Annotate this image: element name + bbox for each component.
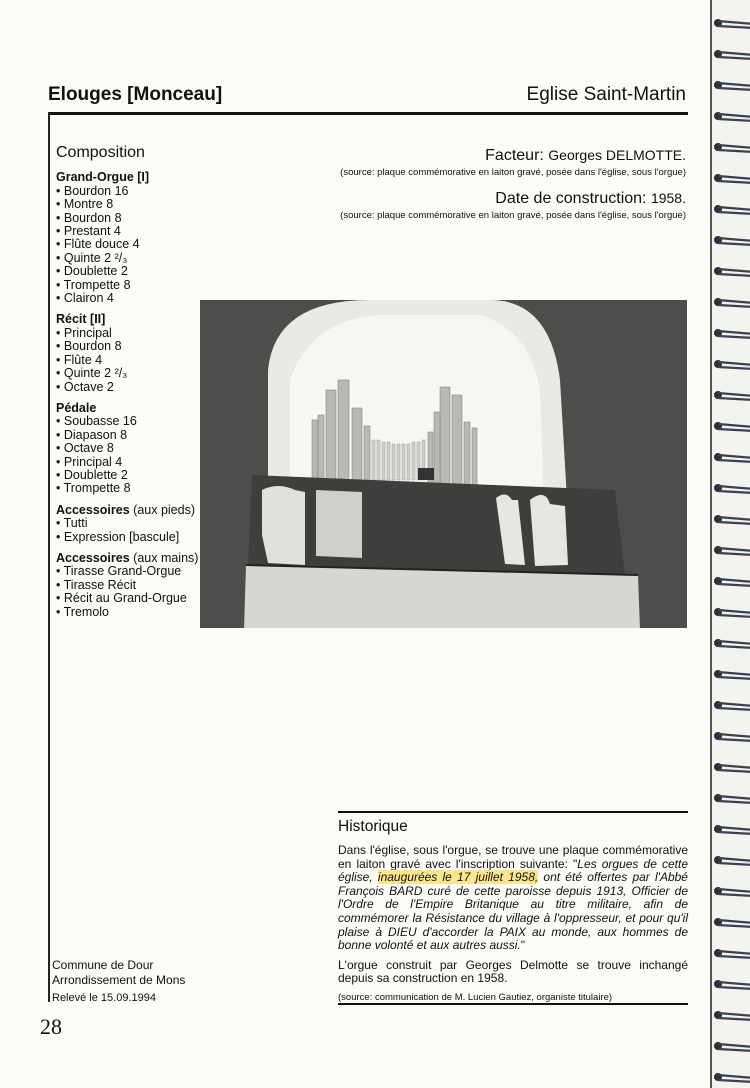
- binding-coil: [714, 266, 750, 278]
- binding-coil: [714, 204, 750, 216]
- binding-coil: [714, 80, 750, 92]
- binding-coil: [714, 700, 750, 712]
- division-subtitle: (aux mains): [133, 550, 199, 565]
- organ-stop: • Expression [bascule]: [56, 531, 216, 544]
- organ-stop: • Bourdon 8: [56, 212, 216, 225]
- organ-photo-illustration: [200, 300, 687, 628]
- organ-stop: • Doublette 2: [56, 469, 216, 482]
- historique-paragraph-2: L'orgue construit par Georges Delmotte se trouve inchangé depuis sa construction en 1958.: [338, 957, 688, 986]
- historique-bottom-rule: [338, 1003, 688, 1005]
- binding-coil: [714, 328, 750, 340]
- binding-coil: [714, 1010, 750, 1022]
- binding-coil: [714, 421, 750, 433]
- division: [56, 402, 216, 496]
- facteur-label: Facteur:: [485, 147, 544, 164]
- division-title: [56, 552, 216, 565]
- binding-coil: [714, 390, 750, 402]
- organ-stop: • Quinte 2 ²/₃: [56, 367, 216, 380]
- arrondissement-name: Arrondissement de Mons: [52, 973, 186, 987]
- composition-title: Composition: [56, 144, 145, 161]
- organ-stop: • Flûte douce 4: [56, 238, 216, 251]
- commune-name: Commune de Dour: [52, 958, 154, 972]
- date-block: [340, 190, 686, 221]
- organ-photo: [200, 300, 687, 628]
- date-source: (source: plaque commémorative en laiton gravé, posée dans l'église, sous l'orgue): [340, 210, 686, 221]
- division-title: [56, 402, 216, 415]
- binding-coil: [714, 111, 750, 123]
- binding-coil: [714, 886, 750, 898]
- organ-stop: • Trompette 8: [56, 279, 216, 292]
- historique-section: [338, 818, 688, 1003]
- division-title: [56, 313, 216, 326]
- binding-coil: [714, 483, 750, 495]
- binding-coil: [714, 762, 750, 774]
- facteur-block: [340, 147, 686, 178]
- binding-coil: [714, 979, 750, 991]
- binding-coil: [714, 948, 750, 960]
- organ-stop: • Doublette 2: [56, 265, 216, 278]
- commune-block: [52, 958, 185, 988]
- division-name: Accessoires: [56, 550, 130, 565]
- organ-stop: • Octave 8: [56, 442, 216, 455]
- page-number: 28: [40, 1014, 62, 1039]
- historique-paragraph-1: [338, 844, 688, 953]
- organ-stop: • Flûte 4: [56, 354, 216, 367]
- binding-coil: [714, 235, 750, 247]
- church-title: Eglise Saint-Martin: [526, 84, 686, 105]
- division-title: [56, 171, 216, 184]
- organ-stop: • Tremolo: [56, 606, 216, 619]
- historique-source: (source: communication de M. Lucien Gautiez, organiste titulaire): [338, 991, 613, 1003]
- location-title: Elouges [Monceau]: [48, 84, 223, 105]
- division: [56, 552, 216, 619]
- facteur-value: Georges DELMOTTE.: [548, 147, 686, 163]
- binding-coil: [714, 173, 750, 185]
- organ-stop: • Prestant 4: [56, 225, 216, 238]
- composition-section: [56, 146, 216, 627]
- organ-stop: • Tutti: [56, 517, 216, 530]
- division-name: Récit [II]: [56, 312, 106, 327]
- survey-date: Relevé le 15.09.1994: [52, 992, 156, 1004]
- organ-stop: • Bourdon 8: [56, 340, 216, 353]
- division-list: [56, 171, 216, 619]
- inscription-quote-start: Les orgues de cette église,: [338, 856, 688, 885]
- inscription-quote-end: ont été offertes par l'Abbé François BARD curé de cette paroisse depuis 1913, Officier de l'Ordre de l'Empire Britanique au titre militaire, afin de commémorer la Résistance du village à l'oppresseur, et pour qu'il plaise à DIEU d'accorder la PAIX au monde, aux hommes de bonne volonté et aux autres aussi.: [338, 870, 688, 953]
- binding-coil: [714, 731, 750, 743]
- binding-coil: [714, 607, 750, 619]
- organ-stop: • Bourdon 16: [56, 185, 216, 198]
- historique-top-rule: [338, 811, 688, 813]
- division-title: [56, 504, 216, 517]
- historique-intro: Dans l'église, sous l'orgue, se trouve une plaque commémorative en laiton gravé avec l'inscription suivante: ": [338, 843, 688, 871]
- binding-coil: [714, 545, 750, 557]
- division-name: Pédale: [56, 400, 97, 415]
- binding-coil: [714, 576, 750, 588]
- organ-stop: • Principal: [56, 327, 216, 340]
- binding-coil: [714, 855, 750, 867]
- date-value: 1958.: [650, 190, 686, 206]
- date-label: Date de construction:: [495, 190, 647, 207]
- binding-coil: [714, 297, 750, 309]
- binding-coil: [714, 824, 750, 836]
- organ-stop: • Trompette 8: [56, 482, 216, 495]
- organ-stop: • Montre 8: [56, 198, 216, 211]
- division: [56, 504, 216, 544]
- binding-coil: [714, 638, 750, 650]
- header-rule: [48, 112, 688, 115]
- binding-coil: [714, 359, 750, 371]
- spiral-binding: [710, 0, 750, 1088]
- highlighted-inauguration-date: inaugurées le 17 juillet 1958,: [377, 870, 539, 885]
- organ-stop: • Quinte 2 ²/₃: [56, 252, 216, 265]
- binding-coil: [714, 793, 750, 805]
- left-border-rule: [48, 112, 50, 1002]
- historique-title: Historique: [338, 818, 408, 835]
- binding-coil: [714, 669, 750, 681]
- binding-coil: [714, 1041, 750, 1053]
- binding-coil: [714, 1072, 750, 1084]
- division-subtitle: (aux pieds): [133, 502, 195, 517]
- organ-stop: • Tirasse Récit: [56, 579, 216, 592]
- organ-stop: • Principal 4: [56, 456, 216, 469]
- organ-stop: • Récit au Grand-Orgue: [56, 592, 216, 605]
- quote-close: ": [520, 938, 526, 953]
- organ-stop: • Octave 2: [56, 381, 216, 394]
- organ-stop: • Tirasse Grand-Orgue: [56, 565, 216, 578]
- organ-stop: • Soubasse 16: [56, 415, 216, 428]
- organ-stop: • Clairon 4: [56, 292, 216, 305]
- binding-coil: [714, 917, 750, 929]
- division: [56, 171, 216, 305]
- binding-coil: [714, 49, 750, 61]
- binding-coil: [714, 514, 750, 526]
- division-name: Accessoires: [56, 502, 130, 517]
- organ-stop: • Diapason 8: [56, 429, 216, 442]
- division-name: Grand-Orgue [I]: [56, 170, 150, 185]
- division: [56, 313, 216, 393]
- facteur-source: (source: plaque commémorative en laiton gravé, posée dans l'église, sous l'orgue): [340, 167, 686, 178]
- binding-coil: [714, 18, 750, 30]
- binding-coil: [714, 452, 750, 464]
- binding-coil: [714, 142, 750, 154]
